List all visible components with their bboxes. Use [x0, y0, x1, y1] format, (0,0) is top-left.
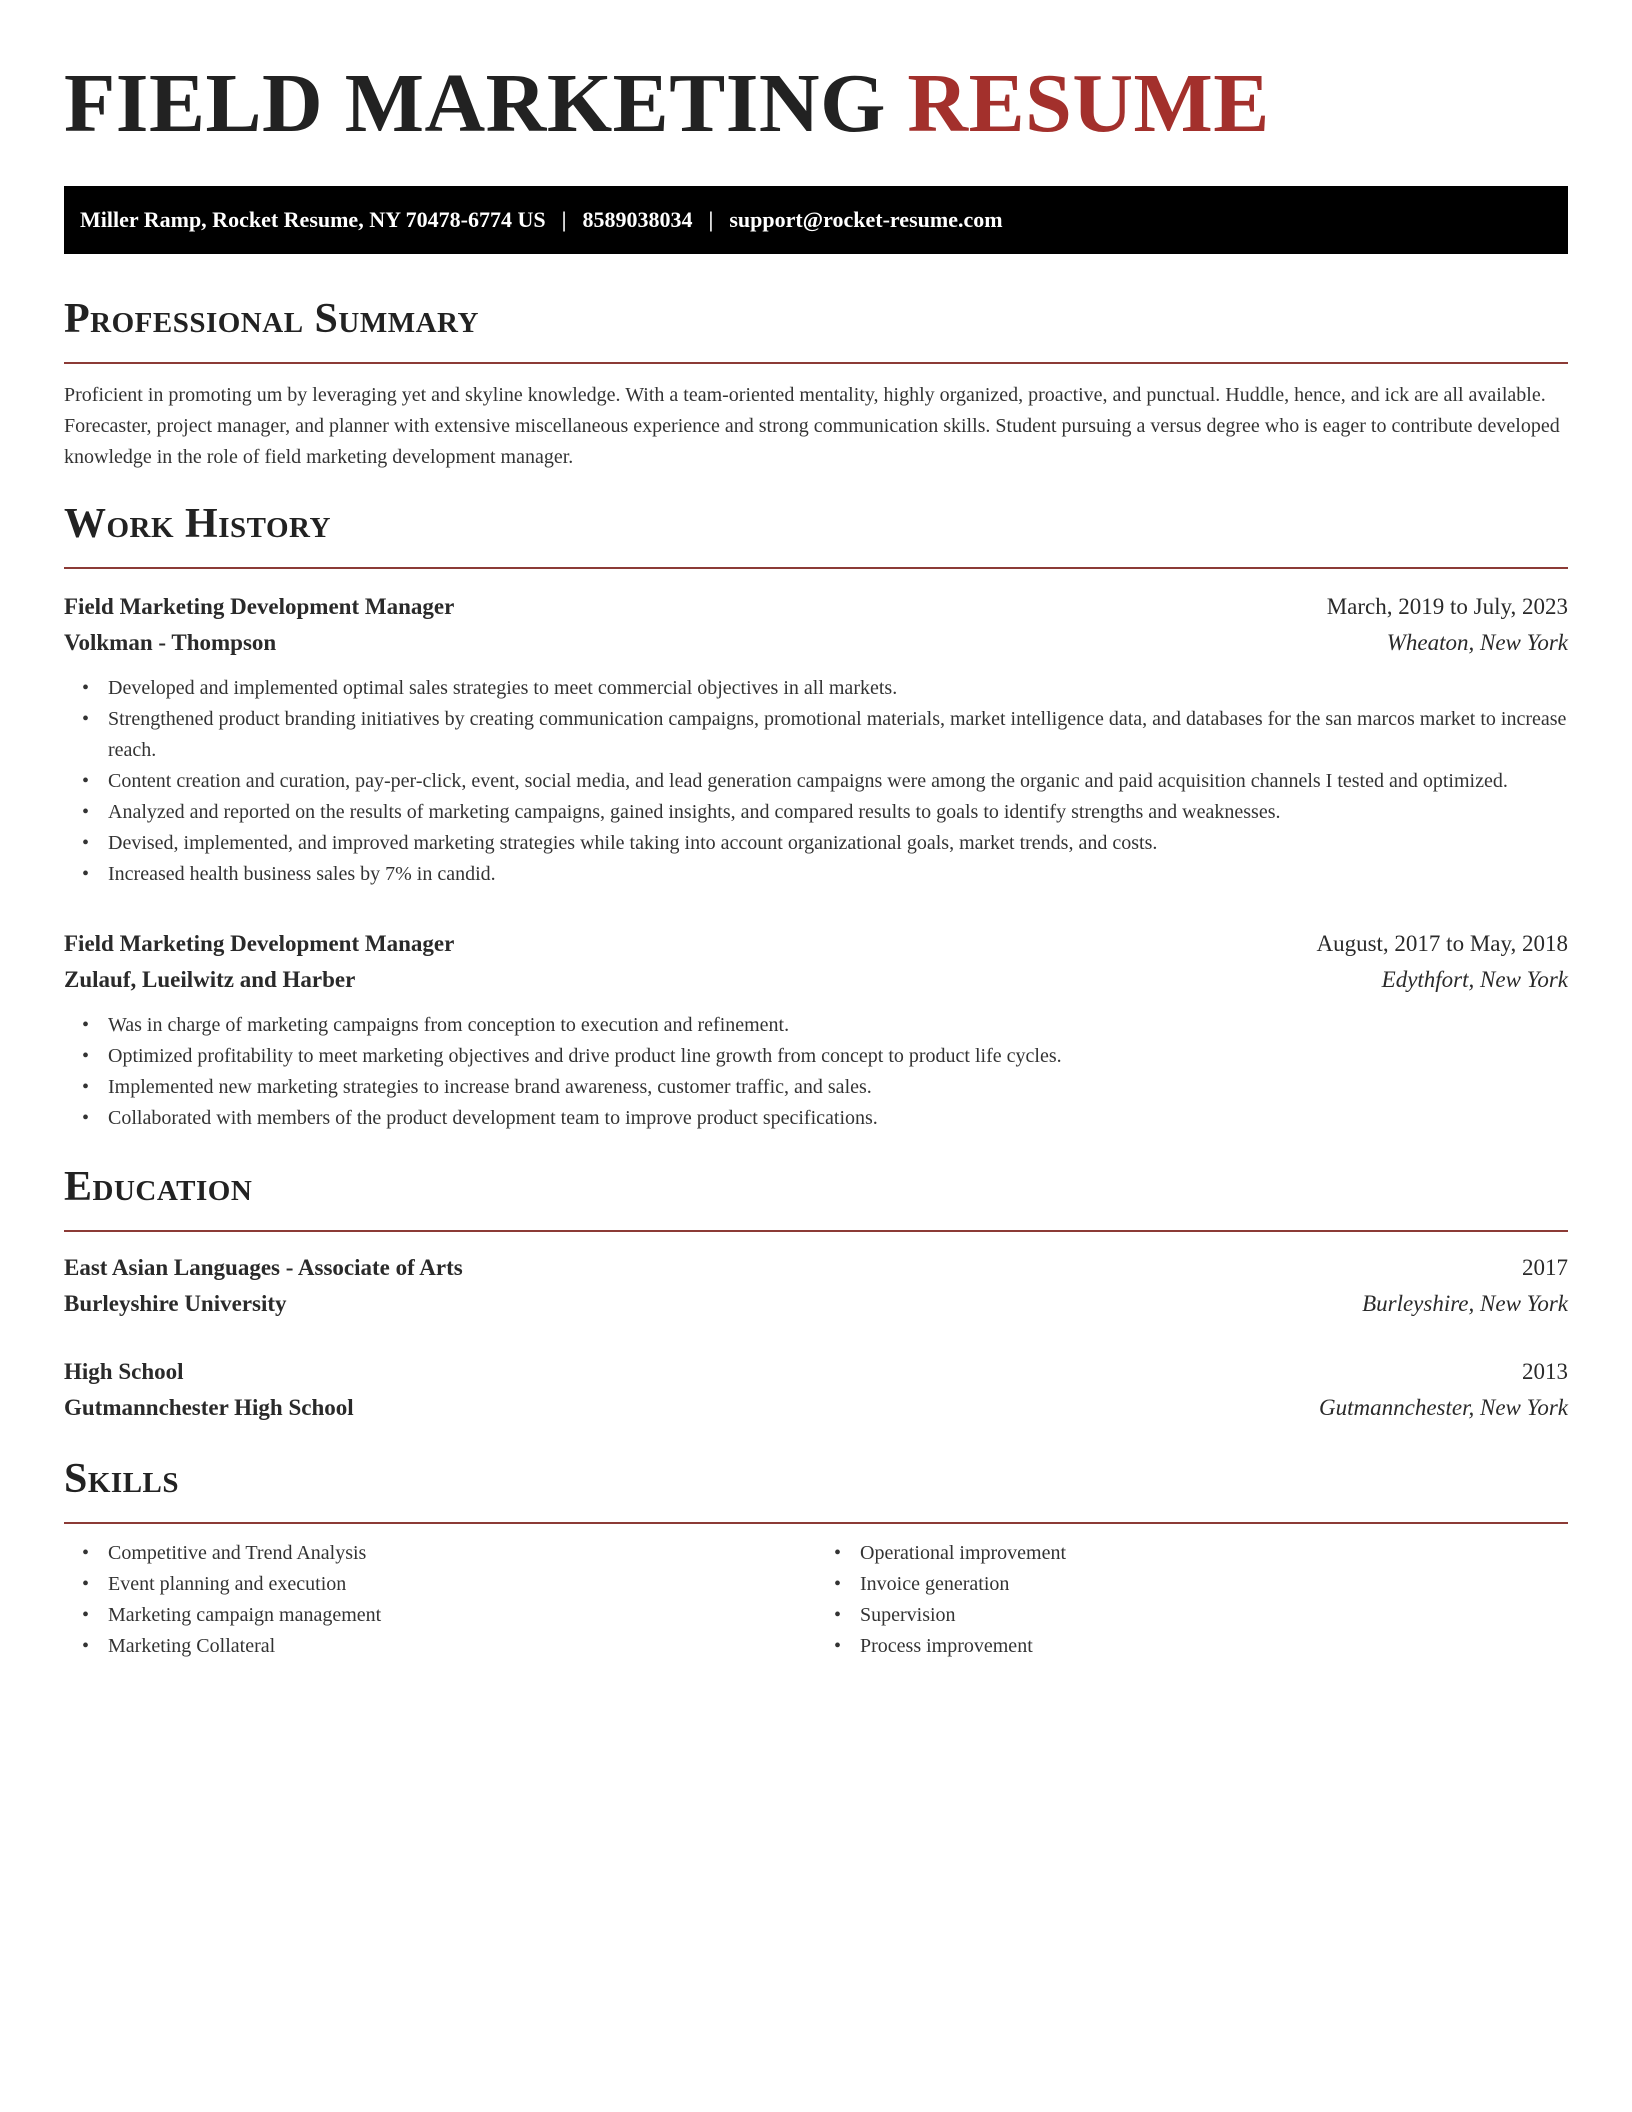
- bullet-text: Increased health business sales by 7% in candid.: [108, 863, 496, 885]
- education-entry: [64, 1354, 1568, 1426]
- skill-item: [82, 1600, 816, 1631]
- education-entry: [64, 1250, 1568, 1322]
- bullet-text: Collaborated with members of the product development team to improve product specifications.: [108, 1107, 878, 1129]
- skill-item: [834, 1600, 1568, 1631]
- bullet-icon: •: [834, 1604, 842, 1626]
- bullet-text: Implemented new marketing strategies to increase brand awareness, customer traffic, and sales.: [108, 1076, 872, 1098]
- bullet-icon: •: [834, 1542, 842, 1564]
- bullet-text: Content creation and curation, pay-per-click, event, social media, and lead generation campaigns were among the organic and paid acquisition channels I tested and optimized.: [108, 770, 1508, 792]
- section-divider: [64, 1522, 1568, 1524]
- contact-separator: |: [708, 207, 714, 232]
- skill-text: Competitive and Trend Analysis: [108, 1542, 367, 1564]
- bullet-item: [82, 828, 1568, 859]
- contact-bar: [64, 186, 1568, 254]
- bullet-icon: •: [82, 863, 90, 885]
- bullet-icon: •: [82, 708, 90, 730]
- skill-item: [82, 1631, 816, 1662]
- contact-phone: 8589038034: [582, 207, 693, 232]
- work-history-section: [64, 499, 1568, 1134]
- skill-item: [82, 1538, 816, 1569]
- job-bullets: [64, 673, 1568, 890]
- bullet-text: Analyzed and reported on the results of marketing campaigns, gained insights, and compared results to goals to identify strengths and weaknesses.: [108, 801, 1281, 823]
- skill-text: Invoice generation: [860, 1573, 1010, 1595]
- bullet-icon: •: [82, 1045, 90, 1067]
- education-section: [64, 1162, 1568, 1426]
- job-location: Wheaton, New York: [1386, 630, 1568, 655]
- skill-text: Marketing campaign management: [108, 1604, 382, 1626]
- job-company: Volkman - Thompson: [64, 630, 277, 655]
- job-entry: [64, 589, 1568, 890]
- job-dates: March, 2019 to July, 2023: [1326, 594, 1568, 619]
- bullet-item: [82, 797, 1568, 828]
- job-dates: August, 2017 to May, 2018: [1316, 931, 1568, 956]
- bullet-icon: •: [82, 1014, 90, 1036]
- job-bullets: [64, 1010, 1568, 1134]
- education-school: Burleyshire University: [64, 1291, 287, 1316]
- education-year: 2017: [1522, 1255, 1568, 1280]
- bullet-item: [82, 1103, 1568, 1134]
- skills-column-left: [64, 1538, 816, 1662]
- bullet-icon: •: [82, 801, 90, 823]
- section-divider: [64, 362, 1568, 364]
- skills-list: [64, 1538, 816, 1662]
- job-company: Zulauf, Lueilwitz and Harber: [64, 967, 356, 992]
- section-heading-skills: Skills: [64, 1456, 180, 1502]
- section-heading-summary: Professional Summary: [64, 296, 479, 342]
- skills-list: [816, 1538, 1568, 1662]
- bullet-icon: •: [82, 770, 90, 792]
- contact-email[interactable]: support@rocket-resume.com: [729, 207, 1003, 232]
- bullet-icon: •: [82, 1573, 90, 1595]
- bullet-icon: •: [834, 1573, 842, 1595]
- page-title: [64, 56, 1568, 152]
- bullet-text: Was in charge of marketing campaigns from conception to execution and refinement.: [108, 1014, 790, 1036]
- bullet-text: Developed and implemented optimal sales strategies to meet commercial objectives in all markets.: [108, 677, 898, 699]
- bullet-icon: •: [834, 1635, 842, 1657]
- bullet-text: Optimized profitability to meet marketing objectives and drive product line growth from concept to product life cycles.: [108, 1045, 1062, 1067]
- skill-text: Process improvement: [860, 1635, 1033, 1657]
- education-year: 2013: [1522, 1359, 1568, 1384]
- education-location: Burleyshire, New York: [1362, 1291, 1568, 1316]
- bullet-icon: •: [82, 1076, 90, 1098]
- job-title: Field Marketing Development Manager: [64, 931, 455, 956]
- bullet-item: [82, 766, 1568, 797]
- skill-item: [834, 1631, 1568, 1662]
- title-accent: RESUME: [907, 57, 1270, 150]
- bullet-text: Devised, implemented, and improved marketing strategies while taking into account organizational goals, market trends, and costs.: [108, 832, 1158, 854]
- skill-item: [82, 1569, 816, 1600]
- education-school: Gutmannchester High School: [64, 1395, 354, 1420]
- job-entry: [64, 926, 1568, 1134]
- bullet-item: [82, 1072, 1568, 1103]
- bullet-icon: •: [82, 1542, 90, 1564]
- skill-text: Operational improvement: [860, 1542, 1067, 1564]
- contact-separator: |: [561, 207, 567, 232]
- section-heading-education: Education: [64, 1164, 253, 1210]
- bullet-text: Strengthened product branding initiatives by creating communication campaigns, promotional materials, market intelligence data, and databases for the san marcos market to increase reach.: [108, 708, 1567, 761]
- summary-text: Proficient in promoting um by leveraging yet and skyline knowledge. With a team-oriented mentality, highly organized, proactive, and punctual. Huddle, hence, and ick are all available. Forecaster, project manager, and planner with extensive miscellaneous experience and strong communication skills. Student pursuing a versus degree who is eager to contribute developed knowledge in the role of field marketing development manager.: [64, 384, 1560, 468]
- skills-column-right: [816, 1538, 1568, 1662]
- education-degree: East Asian Languages - Associate of Arts: [64, 1255, 463, 1280]
- bullet-icon: •: [82, 1604, 90, 1626]
- title-main: FIELD MARKETING: [64, 57, 886, 150]
- education-location: Gutmannchester, New York: [1319, 1395, 1568, 1420]
- skill-text: Event planning and execution: [108, 1573, 347, 1595]
- skill-item: [834, 1569, 1568, 1600]
- skill-text: Supervision: [860, 1604, 956, 1626]
- skill-text: Marketing Collateral: [108, 1635, 276, 1657]
- section-divider: [64, 567, 1568, 569]
- section-heading-work: Work History: [64, 501, 331, 547]
- skill-item: [834, 1538, 1568, 1569]
- bullet-icon: •: [82, 1107, 90, 1129]
- bullet-icon: •: [82, 1635, 90, 1657]
- education-degree: High School: [64, 1359, 184, 1384]
- skills-grid: [64, 1538, 1568, 1662]
- bullet-item: [82, 859, 1568, 890]
- summary-section: [64, 294, 1568, 473]
- bullet-item: [82, 673, 1568, 704]
- skills-section: [64, 1454, 1568, 1662]
- bullet-item: [82, 704, 1568, 766]
- job-location: Edythfort, New York: [1381, 967, 1568, 992]
- bullet-item: [82, 1010, 1568, 1041]
- bullet-icon: •: [82, 677, 90, 699]
- section-divider: [64, 1230, 1568, 1232]
- bullet-icon: •: [82, 832, 90, 854]
- bullet-item: [82, 1041, 1568, 1072]
- job-title: Field Marketing Development Manager: [64, 594, 455, 619]
- contact-address: Miller Ramp, Rocket Resume, NY 70478-6774 US: [80, 207, 546, 232]
